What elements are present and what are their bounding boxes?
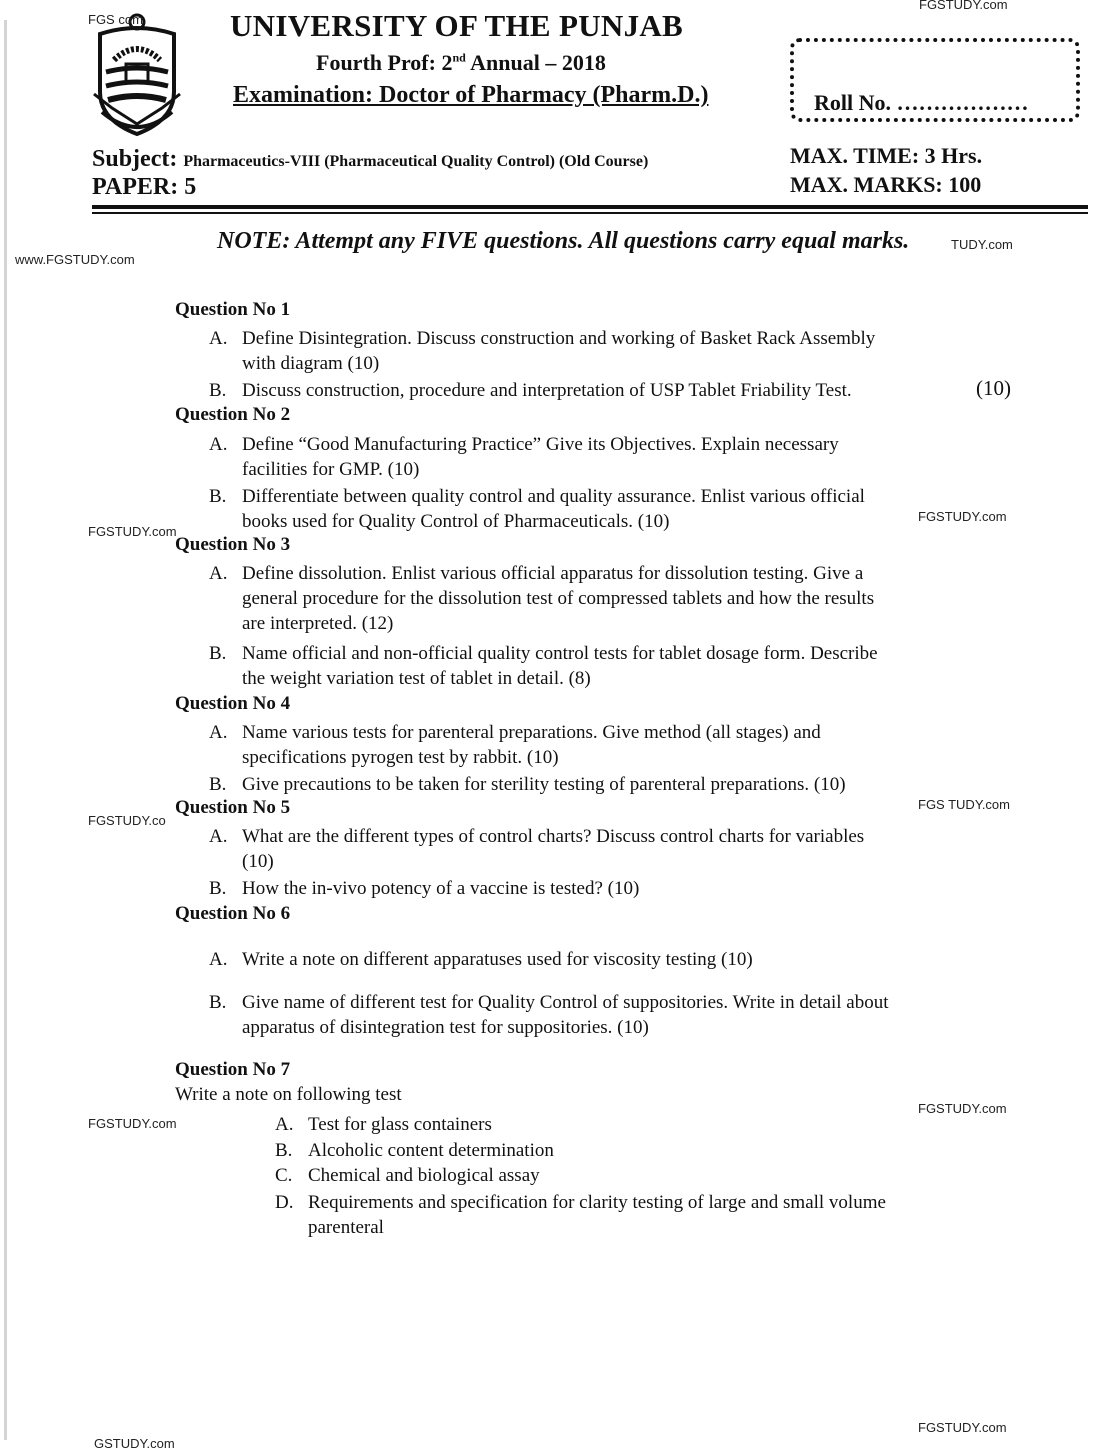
question-part <box>209 326 875 376</box>
question-heading: Question No 6 <box>175 903 291 924</box>
question-part <box>209 824 864 874</box>
part-text: Name official and non-official quality control tests for tablet dosage form. Describe <box>242 643 878 664</box>
part-letter: B. <box>209 774 227 795</box>
part-text: Discuss construction, procedure and interpretation of USP Tablet Friability Test. <box>242 380 852 401</box>
question-heading: Question No 5 <box>175 797 291 818</box>
part-text: Chemical and biological assay <box>308 1165 540 1186</box>
part-marks: (10) <box>976 376 1011 400</box>
header-divider <box>92 205 1088 209</box>
part-text: are interpreted. (12) <box>242 613 394 634</box>
watermark-text: www.FGSTUDY.com <box>15 252 135 267</box>
exam-session <box>316 50 606 76</box>
header-divider-thin <box>92 212 1088 214</box>
question-part <box>275 1163 540 1188</box>
part-letter: B. <box>275 1140 293 1161</box>
question-part <box>275 1112 492 1137</box>
scan-edge <box>4 20 7 1440</box>
university-crest-logo <box>92 12 182 140</box>
watermark-text: FGSTUDY.co <box>88 813 166 828</box>
part-letter: B. <box>209 878 227 899</box>
watermark-text: FGS com <box>88 12 143 27</box>
part-text: facilities for GMP. (10) <box>242 459 420 480</box>
question-part <box>209 990 889 1040</box>
question-part <box>209 772 846 797</box>
part-letter: D. <box>275 1192 294 1213</box>
part-text: Name various tests for parenteral preparations. Give method (all stages) and <box>242 722 821 743</box>
part-text: Test for glass containers <box>308 1114 492 1135</box>
watermark-text: FGS TUDY.com <box>918 797 1010 812</box>
watermark-text: FGSTUDY.com <box>88 524 177 539</box>
part-letter: A. <box>275 1114 294 1135</box>
part-text: Define dissolution. Enlist various official apparatus for dissolution testing. Give a <box>242 563 864 584</box>
part-text: Requirements and specification for clarity testing of large and small volume <box>308 1192 886 1213</box>
university-title: UNIVERSITY OF THE PUNJAB <box>230 8 684 43</box>
part-text: general procedure for the dissolution test of compressed tablets and how the results <box>242 588 875 609</box>
part-text: Give name of different test for Quality Control of suppositories. Write in detail about <box>242 992 889 1013</box>
part-letter: C. <box>275 1165 293 1186</box>
max-marks: MAX. MARKS: 100 <box>790 172 982 197</box>
part-letter: B. <box>209 486 227 507</box>
part-letter: B. <box>209 643 227 664</box>
question-part <box>209 947 753 972</box>
part-text: Define “Good Manufacturing Practice” Give its Objectives. Explain necessary <box>242 434 839 455</box>
part-letter: B. <box>209 992 227 1013</box>
part-text: Differentiate between quality control and quality assurance. Enlist various official <box>242 486 865 507</box>
question-part <box>209 484 865 534</box>
max-time: MAX. TIME: 3 Hrs. <box>790 143 983 168</box>
part-letter: A. <box>209 434 228 455</box>
part-letter: A. <box>209 563 228 584</box>
part-text: Define Disintegration. Discuss construction and working of Basket Rack Assembly <box>242 328 876 349</box>
watermark-text: FGSTUDY.com <box>918 1101 1007 1116</box>
question-part <box>275 1138 554 1163</box>
roll-number-box <box>790 38 1080 122</box>
watermark-text: FGSTUDY.com <box>919 0 1008 12</box>
examination-title: Examination: Doctor of Pharmacy (Pharm.D.) <box>233 82 709 108</box>
part-text: Give precautions to be taken for sterility testing of parenteral preparations. (10) <box>242 774 846 795</box>
roll-number-label: Roll No. ……………… <box>814 90 1029 115</box>
part-text: What are the different types of control charts? Discuss control charts for variables <box>242 826 865 847</box>
subject-value: Pharmaceutics-VIII (Pharmaceutical Quality Control) (Old Course) <box>183 153 649 170</box>
part-text: Write a note on different apparatuses used for viscosity testing (10) <box>242 949 753 970</box>
watermark-text: GSTUDY.com <box>94 1436 175 1451</box>
part-text: the weight variation test of tablet in detail. (8) <box>242 668 591 689</box>
prof-suffix: Annual – 2018 <box>465 50 606 75</box>
part-letter: B. <box>209 380 227 401</box>
prof-sup: nd <box>452 50 466 65</box>
subject-line <box>92 146 648 173</box>
question-heading: Question No 2 <box>175 404 291 425</box>
prof-prefix: Fourth Prof: 2 <box>316 50 453 75</box>
question-part <box>209 641 878 691</box>
question-part <box>209 561 874 636</box>
paper-number: PAPER: 5 <box>92 174 197 200</box>
part-text: Alcoholic content determination <box>308 1140 554 1161</box>
subject-label: Subject: <box>92 146 178 172</box>
question-part <box>209 378 852 403</box>
question-part <box>209 432 839 482</box>
exam-note: NOTE: Attempt any FIVE questions. All questions carry equal marks. <box>217 228 910 254</box>
part-text: books used for Quality Control of Pharmaceuticals. (10) <box>242 511 670 532</box>
part-text: apparatus of disintegration test for suppositories. (10) <box>242 1017 649 1038</box>
part-letter: A. <box>209 722 228 743</box>
part-letter: A. <box>209 826 228 847</box>
part-text: (10) <box>242 851 274 872</box>
question-intro: Write a note on following test <box>175 1084 402 1105</box>
part-text: How the in-vivo potency of a vaccine is tested? (10) <box>242 878 640 899</box>
question-heading: Question No 1 <box>175 299 291 320</box>
watermark-text: FGSTUDY.com <box>918 1420 1007 1435</box>
part-text: parenteral <box>308 1217 384 1238</box>
question-heading: Question No 7 <box>175 1059 291 1080</box>
part-letter: A. <box>209 328 228 349</box>
watermark-text: FGSTUDY.com <box>88 1116 177 1131</box>
question-part <box>275 1190 886 1240</box>
question-heading: Question No 3 <box>175 534 291 555</box>
watermark-text: TUDY.com <box>951 237 1013 252</box>
question-part <box>209 720 821 770</box>
part-letter: A. <box>209 949 228 970</box>
question-heading: Question No 4 <box>175 693 291 714</box>
watermark-text: FGSTUDY.com <box>918 509 1007 524</box>
part-text: with diagram (10) <box>242 353 380 374</box>
part-text: specifications pyrogen test by rabbit. (10) <box>242 747 559 768</box>
question-part <box>209 876 639 901</box>
